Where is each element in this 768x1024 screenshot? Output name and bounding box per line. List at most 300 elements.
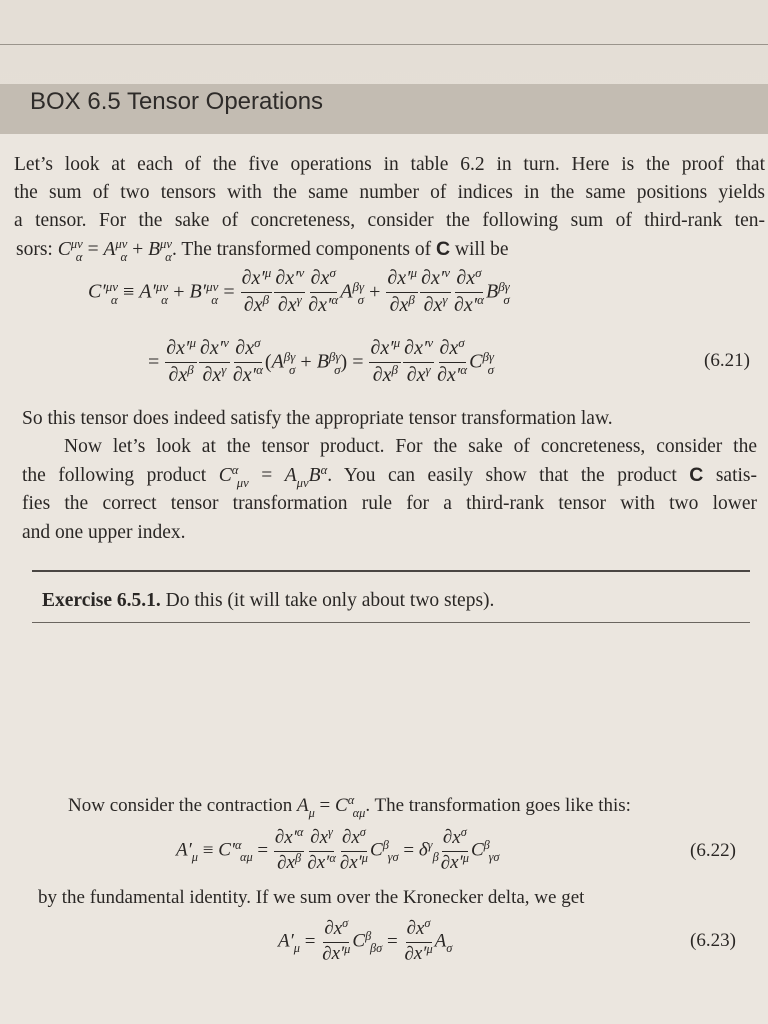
denominator xyxy=(276,852,302,877)
math-symbol: x′ μ xyxy=(176,337,196,359)
math-symbol: x γ xyxy=(417,364,431,386)
superscript: γ xyxy=(221,362,227,377)
subscript: αμ xyxy=(235,850,253,865)
superscript: β xyxy=(408,292,415,307)
superscript: γ xyxy=(442,292,448,307)
text-run: ∂ xyxy=(341,826,352,848)
subscript: α xyxy=(70,249,83,264)
math-symbol: x′ μ xyxy=(450,852,469,873)
paragraph-line xyxy=(14,181,765,205)
superscript: α xyxy=(329,850,336,865)
denominator xyxy=(436,363,468,389)
math-symbol: x β xyxy=(287,852,302,873)
superscript: σ xyxy=(460,825,467,839)
math-symbol: x β xyxy=(383,364,398,386)
subscript xyxy=(408,306,414,319)
text-run: ∂ xyxy=(310,266,321,289)
subscript xyxy=(329,279,335,292)
superscript: ν xyxy=(427,335,434,350)
superscript: βγ xyxy=(482,348,495,364)
subscript: μ xyxy=(191,850,198,865)
superscript: σ xyxy=(329,265,336,280)
numerator xyxy=(165,336,197,363)
text-run: ∂ xyxy=(307,852,317,874)
math-symbol: C′ α αμ xyxy=(218,837,253,865)
text-run: ∂ xyxy=(387,266,398,289)
bold-symbol: C xyxy=(689,464,704,486)
fraction xyxy=(386,266,418,319)
superscript: β xyxy=(262,292,270,307)
fraction xyxy=(165,336,197,389)
text-run: ∂ xyxy=(404,943,414,965)
fraction xyxy=(306,826,336,876)
superscript: μ xyxy=(344,941,351,956)
text-run: = xyxy=(314,795,336,816)
superscript: β xyxy=(365,928,372,943)
text-run: = xyxy=(148,351,165,373)
text-run: ∂ xyxy=(322,943,332,965)
math-symbol: A μν α xyxy=(103,236,128,264)
subscript xyxy=(444,279,450,292)
superscript: α xyxy=(296,825,304,839)
subscript: α xyxy=(115,249,128,264)
math-symbol: x γ xyxy=(433,294,447,316)
denominator xyxy=(306,852,336,877)
math-symbol: A′ μ xyxy=(176,839,198,865)
subscript xyxy=(458,349,464,362)
text-run: ∂ xyxy=(406,363,417,386)
superscript xyxy=(297,464,309,477)
text-run: = xyxy=(299,931,321,953)
text-run: ∂ xyxy=(277,852,287,874)
math-symbol: B′ μν α xyxy=(189,278,219,307)
text-run: = xyxy=(382,931,403,953)
superscript: σ xyxy=(424,916,431,930)
text-run: ∂ xyxy=(274,826,285,848)
fraction xyxy=(436,336,468,389)
superscript: α xyxy=(347,793,355,808)
superscript: σ xyxy=(359,825,366,839)
numerator xyxy=(369,336,401,363)
exercise-bottom-rule xyxy=(32,622,750,623)
subscript: α xyxy=(206,291,219,307)
math-symbol: x σ xyxy=(334,918,349,939)
math-symbol: A μ xyxy=(296,795,315,820)
math-symbol: x σ xyxy=(449,337,464,359)
equation-tensor-sum xyxy=(88,266,510,319)
text-run: the following product xyxy=(22,465,219,486)
superscript: β xyxy=(391,362,398,377)
subscript: σ xyxy=(446,941,453,956)
numerator xyxy=(455,266,482,293)
text-run: and one upper index. xyxy=(22,522,186,543)
text-run: = xyxy=(248,465,285,486)
superscript: β xyxy=(294,850,302,865)
math-symbol: x′ μ xyxy=(252,267,272,289)
superscript: μ xyxy=(410,265,418,280)
text-run: = xyxy=(218,281,240,303)
subscript xyxy=(411,279,418,292)
subscript xyxy=(460,376,467,389)
text-run: ∂ xyxy=(456,266,467,289)
math-symbol: x′ α xyxy=(447,364,467,386)
text-run: ∂ xyxy=(406,917,416,939)
superscript: μν xyxy=(105,278,119,294)
math-symbol: x β xyxy=(399,294,414,316)
math-symbol: x γ xyxy=(212,364,226,386)
subscript: γσ xyxy=(382,850,399,865)
text-run: sors: xyxy=(16,239,58,260)
superscript: α xyxy=(460,362,468,377)
numerator xyxy=(323,917,349,943)
denominator xyxy=(321,943,351,968)
subscript xyxy=(297,838,303,850)
subscript xyxy=(360,838,366,850)
paragraph-line xyxy=(64,435,757,459)
denominator xyxy=(243,293,270,319)
denominator xyxy=(232,363,264,389)
math-symbol: C β βσ xyxy=(352,928,383,956)
math-symbol: C′ μν α xyxy=(88,278,119,307)
text-run: ∂ xyxy=(389,293,400,316)
superscript: βγ xyxy=(352,278,365,294)
fraction xyxy=(321,917,351,967)
text-run: ∂ xyxy=(310,826,320,848)
math-symbol: B α xyxy=(309,465,328,486)
denominator xyxy=(339,852,369,877)
superscript: μ xyxy=(462,850,469,865)
numerator xyxy=(406,917,432,943)
text-run: + xyxy=(127,239,149,260)
denominator xyxy=(372,363,399,389)
superscript: γ xyxy=(425,362,431,377)
paragraph-line xyxy=(38,886,584,910)
text-run: ( xyxy=(264,351,272,373)
math-symbol: C α αμ xyxy=(335,793,366,820)
superscript: μ xyxy=(264,265,272,280)
subscript: σ xyxy=(482,361,495,377)
text-run: Let’s look at each of the five operations in table 6.2 in turn. Here is the proof that xyxy=(14,154,765,175)
denominator xyxy=(277,293,303,319)
numerator xyxy=(420,266,451,293)
math-symbol: x σ xyxy=(321,267,336,289)
superscript: α xyxy=(235,837,242,852)
fraction xyxy=(274,266,305,319)
numerator xyxy=(310,266,337,293)
subscript: β xyxy=(427,850,439,865)
math-symbol: C β γσ xyxy=(470,837,500,865)
equation-6-23 xyxy=(278,917,452,967)
equation-6-22 xyxy=(176,826,500,876)
text-run: + xyxy=(168,281,190,303)
subscript: α xyxy=(155,291,168,307)
text-run: ∂ xyxy=(166,336,177,359)
text-run: ∂ xyxy=(232,363,243,386)
numerator xyxy=(199,336,230,363)
superscript: βγ xyxy=(283,348,296,364)
text-run: ∂ xyxy=(370,336,381,359)
superscript: μ xyxy=(393,335,401,350)
math-symbol: x γ xyxy=(320,827,333,848)
fraction xyxy=(403,917,433,967)
denominator xyxy=(403,943,433,968)
math-symbol: x′ ν xyxy=(431,267,450,289)
subscript xyxy=(189,349,196,362)
subscript xyxy=(298,279,304,292)
equation-number: (6.23) xyxy=(690,930,736,951)
superscript: ν xyxy=(444,265,450,280)
superscript: α xyxy=(477,292,484,307)
math-symbol: B βγ σ xyxy=(316,348,341,377)
superscript: μν xyxy=(160,236,173,251)
superscript: β xyxy=(382,837,389,852)
subscript xyxy=(362,864,368,876)
text-run: = xyxy=(82,239,104,260)
subscript xyxy=(223,349,229,362)
text-run: = xyxy=(398,840,419,862)
denominator xyxy=(423,293,449,319)
subscript xyxy=(424,929,430,941)
math-symbol: x′ ν xyxy=(210,337,229,359)
fraction xyxy=(420,266,451,319)
subscript: γσ xyxy=(483,850,500,865)
superscript: βγ xyxy=(498,278,510,294)
text-run: fies the correct tensor transformation rule for a third-rank tensor with two lower xyxy=(22,493,757,514)
math-symbol: x′ μ xyxy=(332,943,351,964)
exercise-label: Exercise 6.5.1. xyxy=(42,590,161,611)
subscript xyxy=(391,376,397,389)
math-symbol: A σ xyxy=(434,930,453,956)
subscript xyxy=(328,838,333,850)
math-symbol: A βγ σ xyxy=(340,278,365,307)
text-run: ∂ xyxy=(241,266,252,289)
text-run: ∂ xyxy=(277,293,288,316)
subscript xyxy=(295,864,301,876)
paragraph-line xyxy=(14,153,765,177)
exercise-top-rule xyxy=(32,570,750,572)
superscript: ν xyxy=(298,265,305,280)
subscript xyxy=(329,864,335,876)
text-run: ∂ xyxy=(235,336,246,359)
subscript: βσ xyxy=(365,941,383,956)
denominator xyxy=(453,293,485,319)
text-run: ∂ xyxy=(324,917,334,939)
superscript: α xyxy=(231,462,239,477)
math-symbol: x σ xyxy=(351,827,366,848)
subscript xyxy=(427,349,433,362)
equation-number: (6.21) xyxy=(704,350,750,371)
superscript: μ xyxy=(361,850,368,865)
numerator xyxy=(442,826,468,852)
text-run: So this tensor does indeed satisfy the appropriate tensor transformation law. xyxy=(22,408,613,429)
text-run: ∂ xyxy=(308,293,319,316)
numerator xyxy=(241,266,273,293)
math-symbol: x σ xyxy=(452,827,467,848)
numerator xyxy=(309,826,334,852)
text-run: . You can easily show that the product xyxy=(327,465,690,486)
subscript xyxy=(187,376,193,389)
paragraph-line xyxy=(16,237,509,263)
math-symbol: B μν α xyxy=(148,236,173,264)
math-symbol: x′ μ xyxy=(397,267,417,289)
paragraph-line xyxy=(22,521,186,545)
paragraph-line xyxy=(68,794,631,819)
fraction xyxy=(339,826,369,876)
text-run: ∂ xyxy=(423,293,434,316)
superscript: σ xyxy=(254,335,261,350)
text-run: ∂ xyxy=(275,266,286,289)
superscript: μ xyxy=(426,941,433,956)
superscript: γ xyxy=(427,837,433,852)
text-run: ∂ xyxy=(168,363,179,386)
text-run: ∂ xyxy=(199,336,210,359)
numerator xyxy=(341,826,367,852)
text-run: a tensor. For the sake of concreteness, consider the following sum of third-rank ten- xyxy=(14,210,765,231)
math-symbol: x γ xyxy=(288,294,302,316)
subscript: μν xyxy=(231,475,249,490)
fraction xyxy=(453,266,485,319)
superscript: μν xyxy=(115,236,128,251)
math-symbol: A μν xyxy=(284,465,309,490)
subscript xyxy=(256,376,263,389)
math-symbol: A βγ σ xyxy=(271,348,296,377)
fraction xyxy=(369,336,401,389)
denominator xyxy=(201,363,227,389)
denominator xyxy=(167,363,194,389)
text-run: ∂ xyxy=(404,336,415,359)
subscript xyxy=(342,929,348,941)
subscript: σ xyxy=(328,361,341,377)
subscript: σ xyxy=(498,291,510,307)
math-symbol: A′ μν α xyxy=(139,278,169,307)
subscript: σ xyxy=(283,361,296,377)
subscript: μν xyxy=(296,475,309,490)
text-run: the sum of two tensors with the same number of indices in the same positions yields xyxy=(14,182,765,203)
denominator xyxy=(406,363,432,389)
math-symbol: x β xyxy=(178,364,193,386)
text-run: ∂ xyxy=(442,826,453,848)
subscript: α xyxy=(160,249,172,264)
subscript xyxy=(475,279,481,292)
superscript: μν xyxy=(70,236,83,251)
fraction xyxy=(274,826,304,876)
page-top-rule xyxy=(0,44,768,45)
text-run: ∂ xyxy=(454,293,464,316)
text-run: ≡ xyxy=(118,281,140,303)
subscript: μ xyxy=(293,941,300,956)
numerator xyxy=(386,266,418,293)
subscript xyxy=(263,306,269,319)
superscript: μν xyxy=(206,278,219,294)
subscript xyxy=(461,838,467,850)
superscript: σ xyxy=(458,335,465,350)
subscript xyxy=(442,306,447,319)
paragraph-line xyxy=(22,407,613,431)
math-symbol: x′ μ xyxy=(380,337,400,359)
superscript: α xyxy=(256,362,263,377)
denominator xyxy=(389,293,416,319)
math-symbol: x σ xyxy=(416,918,431,939)
superscript: σ xyxy=(475,265,482,280)
subscript xyxy=(426,955,432,967)
fraction xyxy=(241,266,273,319)
text-run: ∂ xyxy=(421,266,431,289)
numerator xyxy=(274,826,304,852)
subscript xyxy=(297,306,302,319)
bold-symbol: C xyxy=(435,238,451,260)
text-run: ∂ xyxy=(437,363,447,386)
text-run: + xyxy=(295,351,317,373)
text-run: ∂ xyxy=(339,852,350,874)
superscript: α xyxy=(320,462,328,477)
text-run: satis- xyxy=(703,465,757,486)
math-symbol: C α μν xyxy=(218,462,249,490)
math-symbol: x′ ν xyxy=(414,337,433,359)
text-run: ) = xyxy=(340,351,369,373)
subscript xyxy=(344,955,350,967)
math-symbol: x′ α xyxy=(318,294,338,316)
math-symbol: x′ α xyxy=(317,852,336,873)
superscript: σ xyxy=(342,916,349,930)
math-symbol: C μν α xyxy=(57,236,83,264)
superscript: μν xyxy=(155,278,169,294)
text-run: ∂ xyxy=(243,293,254,316)
equation-number: (6.22) xyxy=(690,840,736,861)
subscript: α xyxy=(105,291,118,307)
fraction xyxy=(199,336,230,389)
superscript: α xyxy=(331,292,339,307)
math-symbol: A′ μ xyxy=(278,930,300,956)
subscript: μ xyxy=(308,805,315,820)
subscript: αμ xyxy=(347,805,366,820)
fraction xyxy=(440,826,470,876)
exercise-line xyxy=(42,589,494,613)
denominator xyxy=(440,852,470,877)
fraction xyxy=(307,266,339,319)
paragraph-line xyxy=(22,463,757,489)
math-symbol: B βγ σ xyxy=(485,278,510,307)
numerator xyxy=(403,336,434,363)
superscript: β xyxy=(187,362,194,377)
text-run: . The transformation goes like this: xyxy=(365,795,631,816)
box-title: BOX 6.5 Tensor Operations xyxy=(30,88,324,115)
superscript: γ xyxy=(328,825,333,839)
math-symbol: x′ α xyxy=(464,294,484,316)
math-symbol: x′ μ xyxy=(414,943,433,964)
subscript: σ xyxy=(352,291,365,307)
math-symbol: x′ μ xyxy=(349,852,368,873)
text-run: by the fundamental identity. If we sum over the Kronecker delta, we get xyxy=(38,887,585,908)
superscript: γ xyxy=(296,292,302,307)
numerator xyxy=(439,336,466,363)
text-run: + xyxy=(364,281,386,303)
math-symbol: C βγ σ xyxy=(469,348,495,377)
superscript: β xyxy=(483,837,490,852)
math-symbol: x′ ν xyxy=(285,267,304,289)
fraction xyxy=(232,336,264,389)
equation-6-21 xyxy=(148,336,494,389)
math-symbol: x σ xyxy=(466,267,481,289)
math-symbol: x β xyxy=(254,294,269,316)
subscript xyxy=(254,349,260,362)
text-run: will be xyxy=(450,239,509,260)
subscript xyxy=(221,376,226,389)
subscript xyxy=(265,279,272,292)
subscript xyxy=(477,306,484,319)
exercise-text: Do this (it will take only about two steps). xyxy=(160,590,495,611)
fraction xyxy=(403,336,434,389)
paragraph-line xyxy=(22,492,757,516)
